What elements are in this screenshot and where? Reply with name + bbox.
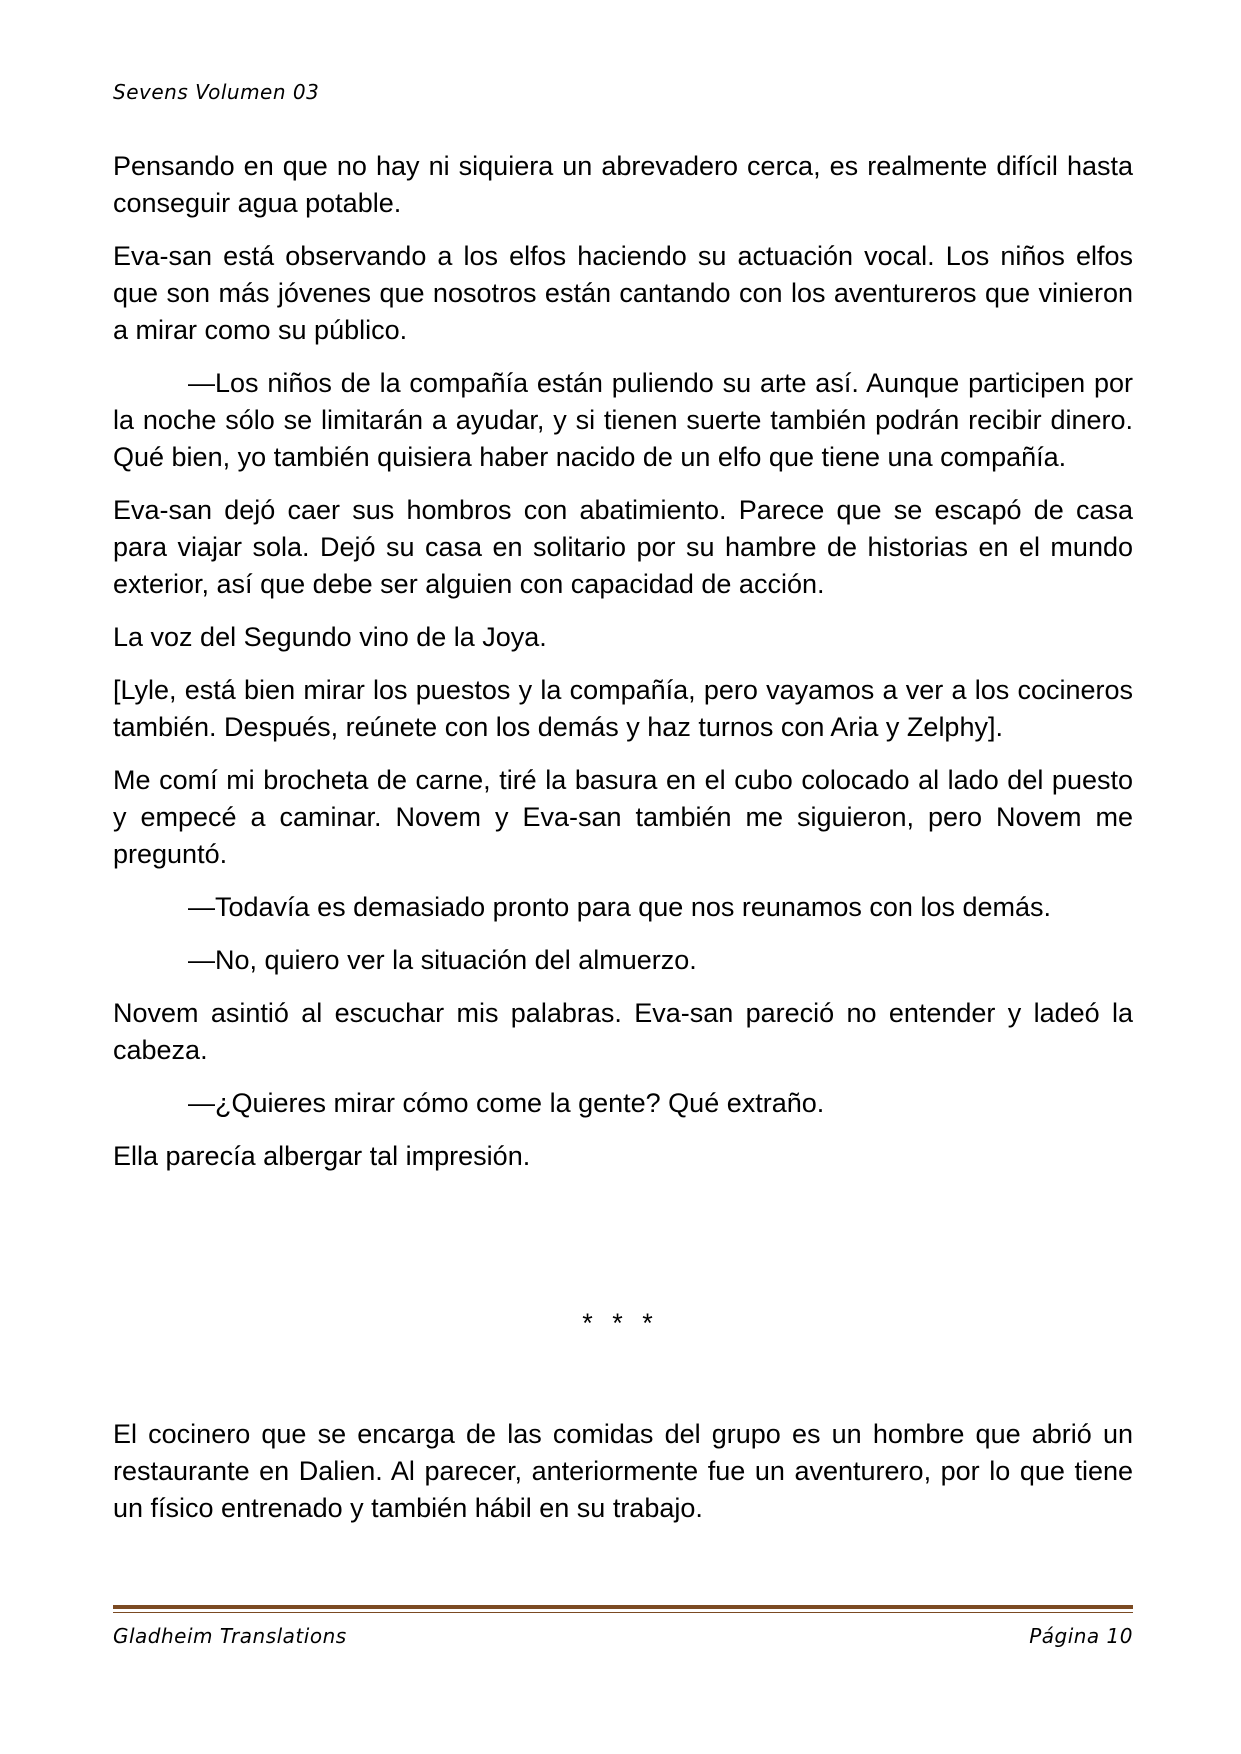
page-header-title: Sevens Volumen 03	[113, 80, 320, 104]
paragraph: La voz del Segundo vino de la Joya.	[113, 622, 547, 652]
dialogue-paragraph: —No, quiero ver la situación del almuerzo.	[188, 945, 697, 975]
footer-page-number: Página 10	[1029, 1624, 1133, 1648]
paragraph: [Lyle, está bien mirar los puestos y la compañía, pero vayamos a ver a los cocineros también. Después, reúnete con los demás y haz turnos con Aria y Zelphy].	[113, 675, 1133, 742]
paragraph: Me comí mi brocheta de carne, tiré la basura en el cubo colocado al lado del puesto y empecé a caminar. Novem y Eva-san también me siguieron, pero Novem me preguntó.	[113, 765, 1133, 869]
dialogue-paragraph: —Todavía es demasiado pronto para que nos reunamos con los demás.	[188, 892, 1052, 922]
paragraph: Ella parecía albergar tal impresión.	[113, 1141, 531, 1171]
paragraph: El cocinero que se encarga de las comidas del grupo es un hombre que abrió un restaurante en Dalien. Al parecer, anteriormente fue un aventurero, por lo que tiene un físico entrenado y también hábil en su trabajo.	[113, 1419, 1133, 1523]
dialogue-paragraph: —Los niños de la compañía están puliendo su arte así. Aunque participen por la noche sólo se limitarán a ayudar, y si tienen suerte también podrán recibir dinero. Qué bien, yo también quisiera haber nacido de un elfo que tiene una compañía.	[113, 368, 1133, 472]
paragraph: Eva-san está observando a los elfos haciendo su actuación vocal. Los niños elfos que son más jóvenes que nosotros están cantando con los aventureros que vinieron a mirar como su público.	[113, 241, 1133, 345]
closing-text	[113, 1416, 1133, 1527]
paragraph: Pensando en que no hay ni siquiera un abrevadero cerca, es realmente difícil hasta conseguir agua potable.	[113, 151, 1133, 218]
paragraph: Novem asintió al escuchar mis palabras. Eva-san pareció no entender y ladeó la cabeza.	[113, 998, 1133, 1065]
dialogue-paragraph: —¿Quieres mirar cómo come la gente? Qué extraño.	[188, 1088, 825, 1118]
footer-divider-thin	[113, 1612, 1133, 1613]
footer-divider	[113, 1605, 1133, 1609]
paragraph: Eva-san dejó caer sus hombros con abatimiento. Parece que se escapó de casa para viajar sola. Dejó su casa en solitario por su hambre de historias en el mundo exterior, así que debe ser alguien con capacidad de acción.	[113, 495, 1133, 599]
scene-break: * * *	[582, 1308, 659, 1338]
footer-publisher: Gladheim Translations	[113, 1624, 347, 1648]
body-text	[113, 148, 1133, 1191]
